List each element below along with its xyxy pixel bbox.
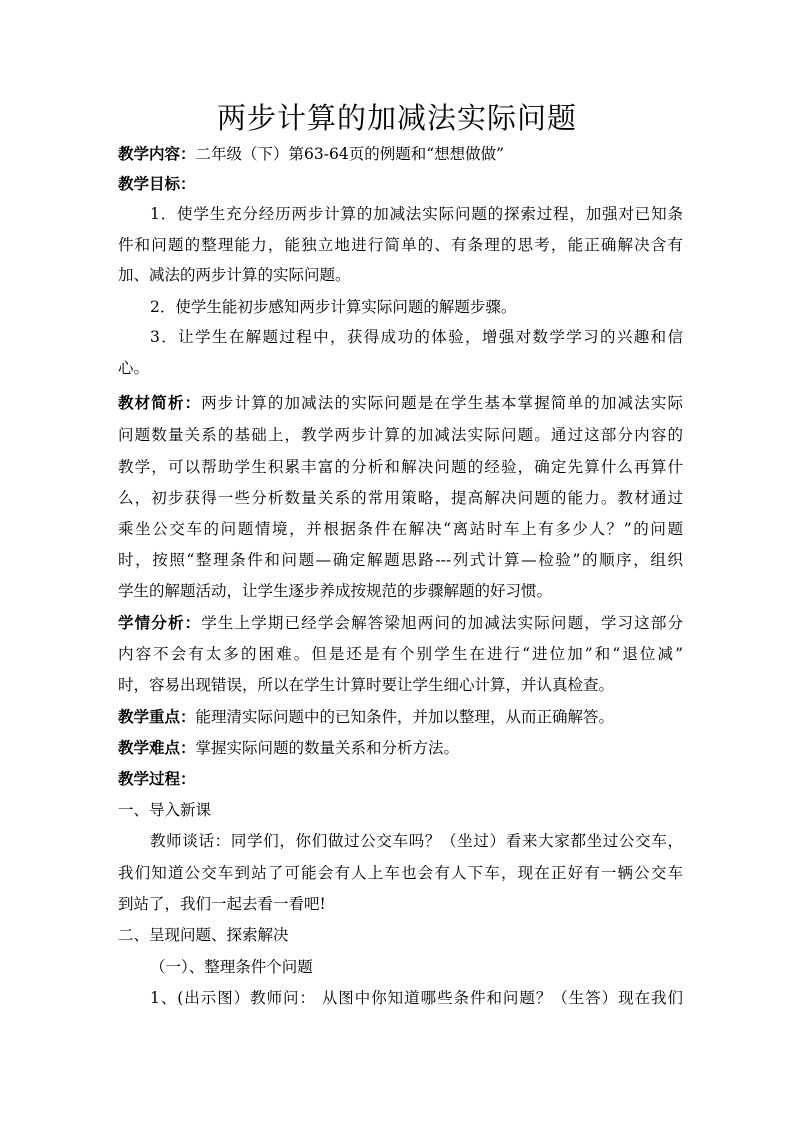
step1-line: 1、(出示图）教师问： 从图中你知道哪些条件和问题？（生答）现在我们 (150, 989, 683, 1007)
content-line (118, 143, 683, 165)
section1-heading: 一、导入新课 (118, 801, 212, 819)
goal3-line1: 3．让学生在解题过程中，获得成功的体验，增强对数学学习的兴趣和信 (150, 328, 683, 346)
key-text: 能理清实际问题中的已知条件，并加以整理，从而正确解答。 (195, 708, 615, 726)
content-text: 二年级（下）第63-64页的例题和“想想做做” (195, 145, 505, 163)
material-label: 教材简析： (118, 393, 202, 412)
goal2-line: 2．使学生能初步感知两步计算实际问题的解题步骤。 (150, 298, 517, 316)
section2-heading: 二、呈现问题、探索解决 (118, 926, 289, 944)
analysis-label: 学情分析： (118, 613, 202, 632)
material-line1 (118, 392, 683, 414)
difficulty-text: 掌握实际问题的数量关系和分析方法。 (195, 739, 460, 757)
goal1-line1: 1．使学生充分经历两步计算的加减法实际问题的探索过程，加强对已知条 (150, 205, 683, 223)
material-line6: 时，按照“整理条件和问题—确定解题思路---列式计算—检验”的顺序，组织 (118, 551, 683, 569)
analysis-line3: 时，容易出现错误，所以在学生计算时要让学生细心计算，并认真检查。 (118, 676, 615, 694)
difficulty-label: 教学难点： (118, 738, 196, 757)
goal1-line2: 件和问题的整理能力，能独立地进行简单的、有条理的思考，能正确解决含有 (118, 236, 683, 254)
material-text1: 两步计算的加减法的实际问题是在学生基本掌握简单的加减法实际 (201, 394, 683, 412)
content-label: 教学内容： (118, 144, 196, 163)
analysis-text1: 学生上学期已经学会解答梁旭两问的加减法实际问题，学习这部分 (201, 614, 683, 632)
intro-line1: 教师谈话：同学们，你们做过公交车吗？（坐过）看来大家都坐过公交车， (150, 832, 683, 850)
analysis-line2: 内容不会有太多的困难。但是还是有个别学生在进行“进位加”和“退位减” (118, 645, 683, 663)
material-line2: 问题数量关系的基础上，教学两步计算的加减法实际问题。通过这部分内容的 (118, 426, 683, 444)
material-line4: 么，初步获得一些分析数量关系的常用策略，提高解决问题的能力。教材通过 (118, 489, 683, 507)
material-line7: 学生的解题活动，让学生逐步养成按规范的步骤解题的好习惯。 (118, 582, 553, 600)
sub-section-heading: （一）、整理条件个问题 (150, 958, 313, 976)
material-line5: 乘坐公交车的问题情境，并根据条件在解决“离站时车上有多少人？”的问题 (118, 520, 683, 538)
intro-line2: 我们知道公交车到站了可能会有人上车也会有人下车，现在正好有一辆公交车 (118, 864, 683, 882)
key-label: 教学重点： (118, 707, 196, 726)
page-title: 两步计算的加减法实际问题 (216, 101, 577, 135)
goals-heading (118, 173, 683, 195)
material-line3: 教学，可以帮助学生积累丰富的分析和解决问题的经验，确定先算什么再算什 (118, 458, 683, 476)
key-line (118, 706, 683, 728)
goals-label: 教学目标： (118, 174, 196, 193)
intro-line3: 到站了，我们一起去看一看吧! (118, 895, 326, 913)
difficulty-line (118, 737, 683, 759)
goal1-line3: 加、减法的两步计算的实际问题。 (118, 266, 351, 284)
process-label: 教学过程： (118, 769, 196, 788)
goal3-line2: 心。 (118, 359, 150, 377)
process-heading (118, 768, 683, 790)
analysis-line1 (118, 612, 683, 634)
